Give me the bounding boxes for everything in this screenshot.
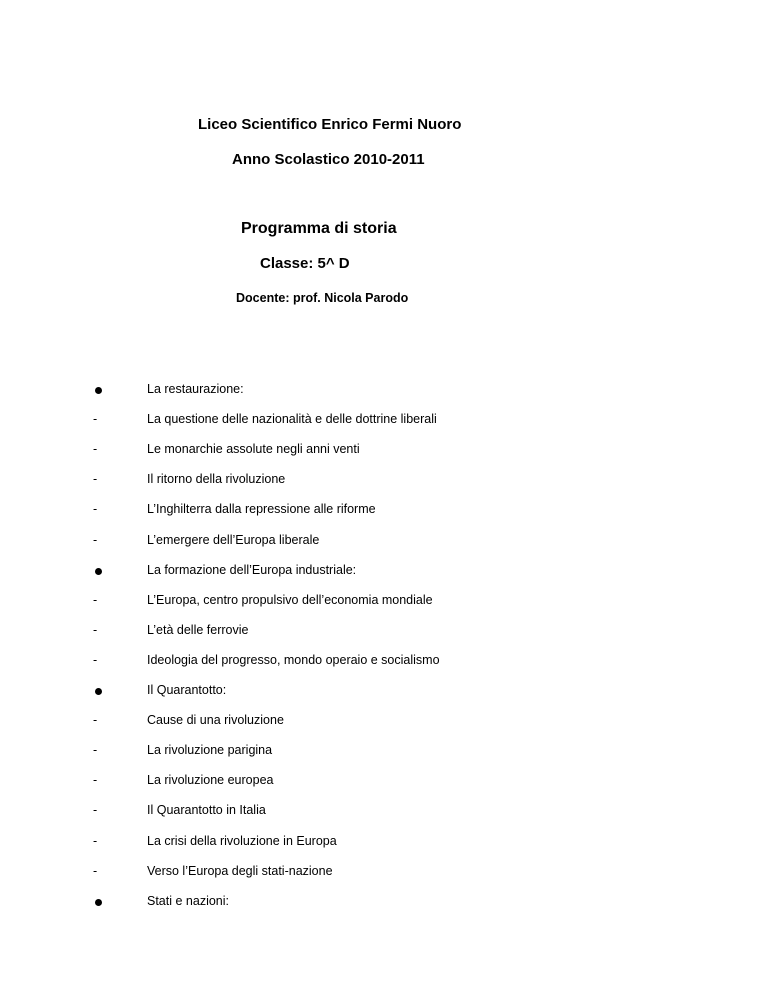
item-text: La crisi della rivoluzione in Europa [147,834,337,848]
program-title: Programma di storia [241,220,397,237]
item-text: Le monarchie assolute negli anni venti [147,442,360,456]
item-text: Il Quarantotto in Italia [147,803,266,817]
dash-marker: - [93,442,98,456]
dash-marker: - [93,773,98,787]
dash-marker: - [93,472,98,486]
subtopic-item [0,533,768,553]
item-text: Stati e nazioni: [147,894,229,908]
class-heading: Classe: 5^ D [260,255,350,272]
item-text: La restaurazione: [147,382,244,396]
item-text: La formazione dell’Europa industriale: [147,563,357,577]
dash-marker: - [93,412,98,426]
subtopic-item [0,623,768,643]
subtopic-item [0,864,768,884]
subtopic-item [0,713,768,733]
topic-heading-item [0,563,768,583]
dash-marker: - [93,623,98,637]
dash-marker: - [93,803,98,817]
bullet-icon [95,387,102,394]
item-text: La questione delle nazionalità e delle dottrine liberali [147,412,437,426]
school-year-heading: Anno Scolastico 2010-2011 [232,151,425,168]
item-text: Verso l’Europa degli stati-nazione [147,864,333,878]
subtopic-item [0,502,768,522]
dash-marker: - [93,502,98,516]
item-text: Il ritorno della rivoluzione [147,472,286,486]
dash-marker: - [93,864,98,878]
dash-marker: - [93,713,98,727]
item-text: La rivoluzione parigina [147,743,273,757]
teacher-heading: Docente: prof. Nicola Parodo [236,291,409,305]
item-text: Il Quarantotto: [147,683,227,697]
item-text: L’Inghilterra dalla repressione alle riforme [147,502,376,516]
topic-heading-item [0,382,768,402]
item-text: Ideologia del progresso, mondo operaio e socialismo [147,653,440,667]
dash-marker: - [93,593,98,607]
subtopic-item [0,593,768,613]
subtopic-item [0,472,768,492]
subtopic-item [0,412,768,432]
topic-heading-item [0,683,768,703]
subtopic-item [0,442,768,462]
subtopic-item [0,803,768,823]
dash-marker: - [93,743,98,757]
bullet-icon [95,899,102,906]
item-text: L’Europa, centro propulsivo dell’economia mondiale [147,593,433,607]
dash-marker: - [93,834,98,848]
item-text: L’età delle ferrovie [147,623,249,637]
bullet-icon [95,568,102,575]
topic-heading-item [0,894,768,914]
subtopic-item [0,743,768,763]
bullet-icon [95,688,102,695]
item-text: La rivoluzione europea [147,773,274,787]
item-text: L’emergere dell’Europa liberale [147,533,320,547]
dash-marker: - [93,533,98,547]
subtopic-item [0,834,768,854]
dash-marker: - [93,653,98,667]
subtopic-item [0,773,768,793]
subtopic-item [0,653,768,673]
school-heading: Liceo Scientifico Enrico Fermi Nuoro [198,116,462,133]
item-text: Cause di una rivoluzione [147,713,284,727]
